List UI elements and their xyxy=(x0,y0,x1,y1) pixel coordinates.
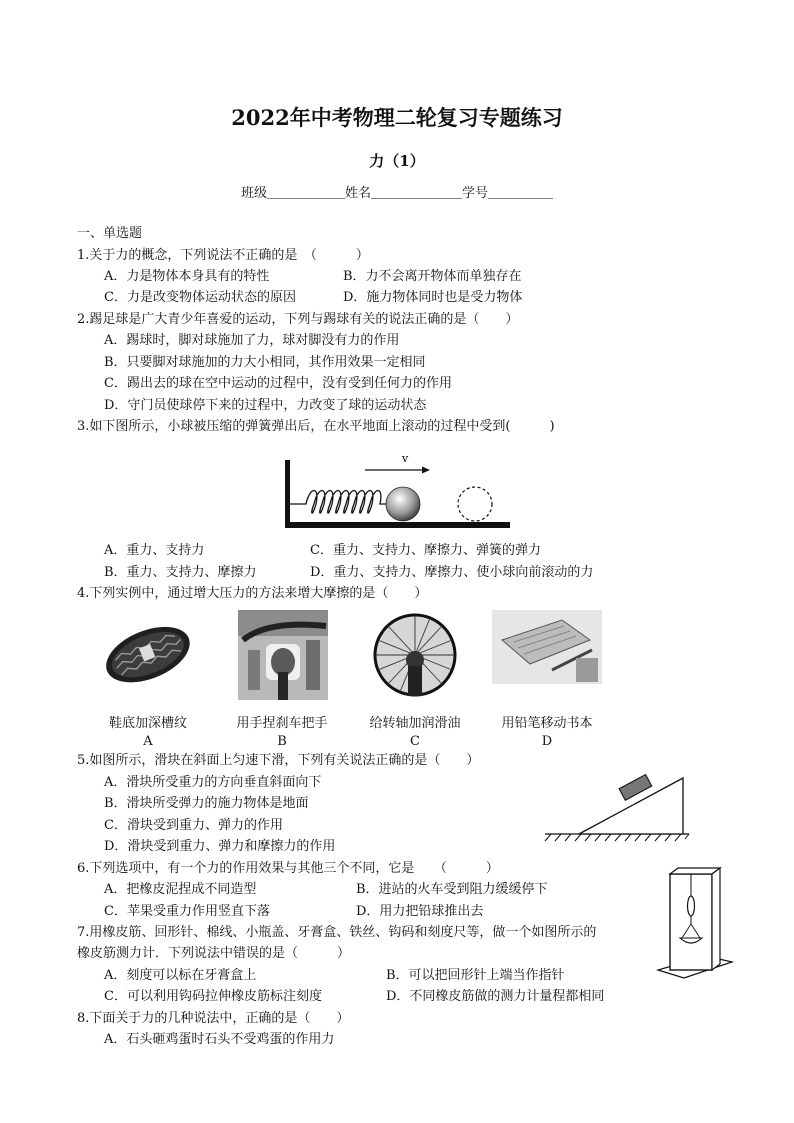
q4-caption-b: 用手捏刹车把手 xyxy=(236,716,328,731)
q3-stem: 3.如下图所示，小球被压缩的弹簧弹出后，在水平地面上滚动的过程中受到( ) xyxy=(77,419,555,434)
incline-slider-diagram xyxy=(543,770,693,842)
q4-stem: 4.下列实例中，通过增大压力的方法来增大摩擦的是（ ） xyxy=(77,586,428,601)
spring xyxy=(290,491,386,514)
q4-letter-b: B xyxy=(277,734,287,749)
q4-caption-a: 鞋底加深槽纹 xyxy=(108,716,187,731)
q4-letter-a: A xyxy=(143,734,153,749)
student-info-line: 班级＿＿＿＿＿＿姓名＿＿＿＿＿＿＿学号＿＿＿＿＿ xyxy=(240,186,553,201)
wheel-hub-photo xyxy=(370,610,460,700)
pencil-book-photo xyxy=(492,610,602,684)
q8-stem: 8.下面关于力的几种说法中，正确的是（ ） xyxy=(77,1011,350,1026)
q6-option-b: B．进站的火车受到阻力缓缓停下 xyxy=(356,882,548,897)
q4-letter-c: C xyxy=(410,734,420,749)
q3-option-b: B．重力、支持力、摩擦力 xyxy=(104,565,257,580)
q4-caption-d: 用铅笔移动书本 xyxy=(501,716,593,731)
ball xyxy=(386,487,420,521)
q1-option-a: A．力是物体本身具有的特性 xyxy=(104,269,270,284)
q6-option-a: A．把橡皮泥捏成不同造型 xyxy=(104,882,257,897)
spring-ball-diagram xyxy=(280,448,520,534)
q2-stem: 2.踢足球是广大青少年喜爱的运动，下列与踢球有关的说法正确的是（ ） xyxy=(77,312,519,327)
q7-option-d: D．不同橡皮筋做的测力计量程都相同 xyxy=(386,989,605,1004)
q6-option-d: D．用力把铅球推出去 xyxy=(356,904,484,919)
q1-option-b: B．力不会离开物体而单独存在 xyxy=(343,269,522,284)
velocity-label: v xyxy=(402,452,409,465)
q1-option-d: D．施力物体同时也是受力物体 xyxy=(343,290,523,305)
page-subtitle: 力（1） xyxy=(369,152,425,170)
q3-option-d: D．重力、支持力、摩擦力、使小球向前滚动的力 xyxy=(310,565,594,580)
q1-option-c: C．力是改变物体运动状态的原因 xyxy=(104,290,296,305)
q1-stem: 1.关于力的概念，下列说法不正确的是 （ ） xyxy=(77,248,369,263)
q2-option-b: B．只要脚对球施加的力大小相同，其作用效果一定相同 xyxy=(104,355,426,370)
q2-option-c: C．踢出去的球在空中运动的过程中，没有受到任何力的作用 xyxy=(104,376,452,391)
ground xyxy=(285,522,510,528)
q2-option-a: A．踢球时，脚对球施加了力，球对脚没有力的作用 xyxy=(104,333,400,348)
q5-option-b: B．滑块所受弹力的施力物体是地面 xyxy=(104,796,309,811)
q7-stem-line2: 橡皮筋测力计．下列说法中错误的是（ ） xyxy=(77,946,351,961)
q3-option-c: C．重力、支持力、摩擦力、弹簧的弹力 xyxy=(310,543,541,558)
q6-option-c: C．苹果受重力作用竖直下落 xyxy=(104,904,270,919)
shoe-sole-photo xyxy=(98,610,196,700)
q7-option-b: B．可以把回形针上端当作指针 xyxy=(386,968,565,983)
q4-caption-c: 给转轴加润滑油 xyxy=(369,716,461,731)
page-title: 2022年中考物理二轮复习专题练习 xyxy=(231,105,563,130)
q4-letter-d: D xyxy=(541,734,553,749)
q7-stem-line1: 7.用橡皮筋、回形针、棉线、小瓶盖、牙膏盒、铁丝、钩码和刻度尺等，做一个如图所示的 xyxy=(77,925,597,940)
q7-option-a: A．刻度可以标在牙膏盒上 xyxy=(104,968,257,983)
q7-option-c: C．可以利用钩码拉伸橡皮筋标注刻度 xyxy=(104,989,322,1004)
ball-dashed-outline xyxy=(458,487,492,521)
q5-option-c: C．滑块受到重力、弹力的作用 xyxy=(104,818,283,833)
q5-stem: 5.如图所示，滑块在斜面上匀速下滑，下列有关说法正确的是（ ） xyxy=(77,753,480,768)
bike-brake-photo xyxy=(238,610,328,700)
rubber-band-force-meter-diagram xyxy=(648,866,738,982)
q8-option-a: A．石头砸鸡蛋时石头不受鸡蛋的作用力 xyxy=(104,1032,335,1047)
q2-option-d: D．守门员使球停下来的过程中，力改变了球的运动状态 xyxy=(104,398,427,413)
q3-option-a: A．重力、支持力 xyxy=(104,543,205,558)
q6-stem: 6.下列选项中，有一个力的作用效果与其他三个不同，它是 （ ） xyxy=(77,861,499,876)
section-heading: 一、单选题 xyxy=(77,226,143,241)
q5-option-d: D．滑块受到重力、弹力和摩擦力的作用 xyxy=(104,839,336,854)
wall xyxy=(285,460,290,528)
q5-option-a: A．滑块所受重力的方向垂直斜面向下 xyxy=(104,775,322,790)
